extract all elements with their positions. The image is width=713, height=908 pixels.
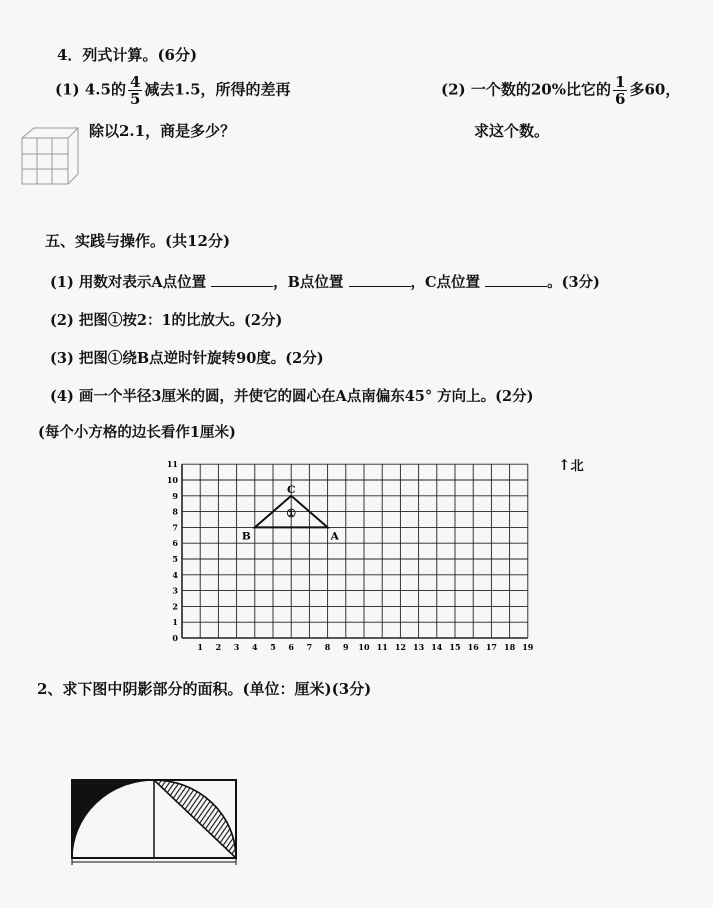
north-arrow-icon: ↑ <box>558 456 571 474</box>
north-label: 北 <box>570 459 584 474</box>
item1-c-text: ，C点位置 <box>410 274 481 291</box>
q2-fraction <box>613 74 627 107</box>
item1-a-text: (1) 用数对表示A点位置 <box>50 274 207 291</box>
q1-frac-num: 4 <box>129 73 141 91</box>
y-tick-label: 10 <box>166 475 178 485</box>
y-tick-label: 11 <box>166 459 178 470</box>
item1 <box>50 271 600 292</box>
q1-line2: 除以2.1，商是多少？ <box>89 122 236 140</box>
cube-sketch-icon <box>18 124 82 190</box>
point-a-label: A <box>330 530 339 543</box>
shaded-area-figure <box>66 776 246 866</box>
q2-line2: 求这个数。 <box>474 122 550 140</box>
q1-fraction <box>128 74 142 107</box>
item1-d-text: 。(3分) <box>547 274 600 291</box>
y-tick-label: 3 <box>172 585 178 596</box>
q1-frac-den: 5 <box>129 90 141 108</box>
y-tick-label: 8 <box>172 506 178 517</box>
x-tick-label: 13 <box>413 642 425 652</box>
point-b-label: B <box>241 530 251 543</box>
q2-part1: 一个数的20%比它的 <box>470 80 612 99</box>
q2-frac-den: 6 <box>615 90 626 108</box>
x-tick-label: 17 <box>485 642 497 652</box>
y-tick-label: 7 <box>172 522 178 533</box>
q2-label: (2) <box>441 80 466 99</box>
coordinate-grid <box>160 452 560 657</box>
item3: (3) 把图①绕B点逆时针旋转90度。(2分) <box>50 350 324 367</box>
q1-part2: 减去1.5，所得的差再 <box>144 80 291 99</box>
x-tick-label: 11 <box>376 642 388 652</box>
y-tick-label: 6 <box>172 538 178 549</box>
answer-blank-a[interactable] <box>211 273 273 287</box>
section2-title: 2、求下图中阴影部分的面积。(单位：厘米)(3分) <box>37 680 372 698</box>
q1-part1: 4.5的 <box>84 80 126 99</box>
x-tick-label: 18 <box>504 642 516 652</box>
x-tick-label: 1 <box>197 642 203 652</box>
figure-one-mark: ① <box>286 506 297 520</box>
x-tick-label: 8 <box>324 642 331 652</box>
x-tick-label: 19 <box>522 642 534 652</box>
x-tick-label: 16 <box>467 642 479 652</box>
q1-label: (1) <box>55 80 80 99</box>
y-tick-label: 5 <box>172 554 178 564</box>
q1-line1 <box>55 74 291 107</box>
y-tick-label: 0 <box>172 633 178 643</box>
answer-blank-c[interactable] <box>485 273 547 287</box>
x-tick-label: 10 <box>358 642 370 652</box>
grid-note: (每个小方格的边长看作1厘米) <box>38 424 236 441</box>
x-tick-label: 5 <box>270 642 276 652</box>
section5-title: 五、实践与操作。(共12分) <box>45 232 231 250</box>
x-tick-label: 2 <box>215 642 222 652</box>
section4-title: 4．列式计算。(6分) <box>57 46 198 64</box>
y-tick-label: 9 <box>172 490 178 501</box>
item1-b-text: ，B点位置 <box>273 274 344 291</box>
x-tick-label: 4 <box>252 642 258 652</box>
answer-blank-b[interactable] <box>349 273 411 287</box>
q2-line1 <box>441 74 680 107</box>
x-tick-label: 14 <box>431 642 443 652</box>
point-c-label: C <box>287 483 296 496</box>
y-tick-label: 1 <box>172 617 178 628</box>
item2: (2) 把图①按2：1的比放大。(2分) <box>50 312 283 329</box>
x-tick-label: 9 <box>343 642 349 652</box>
y-tick-label: 4 <box>172 569 178 580</box>
y-tick-label: 2 <box>172 601 178 612</box>
x-tick-label: 12 <box>394 642 406 652</box>
x-tick-label: 3 <box>233 642 240 652</box>
x-tick-label: 15 <box>449 642 461 652</box>
north-indicator <box>558 455 584 474</box>
x-tick-label: 6 <box>288 642 294 652</box>
q2-frac-num: 1 <box>615 73 626 91</box>
x-tick-label: 7 <box>306 642 313 652</box>
q2-part2: 多60， <box>629 80 681 99</box>
item4: (4) 画一个半径3厘米的圆，并使它的圆心在A点南偏东45° 方向上。(2分) <box>50 388 534 405</box>
